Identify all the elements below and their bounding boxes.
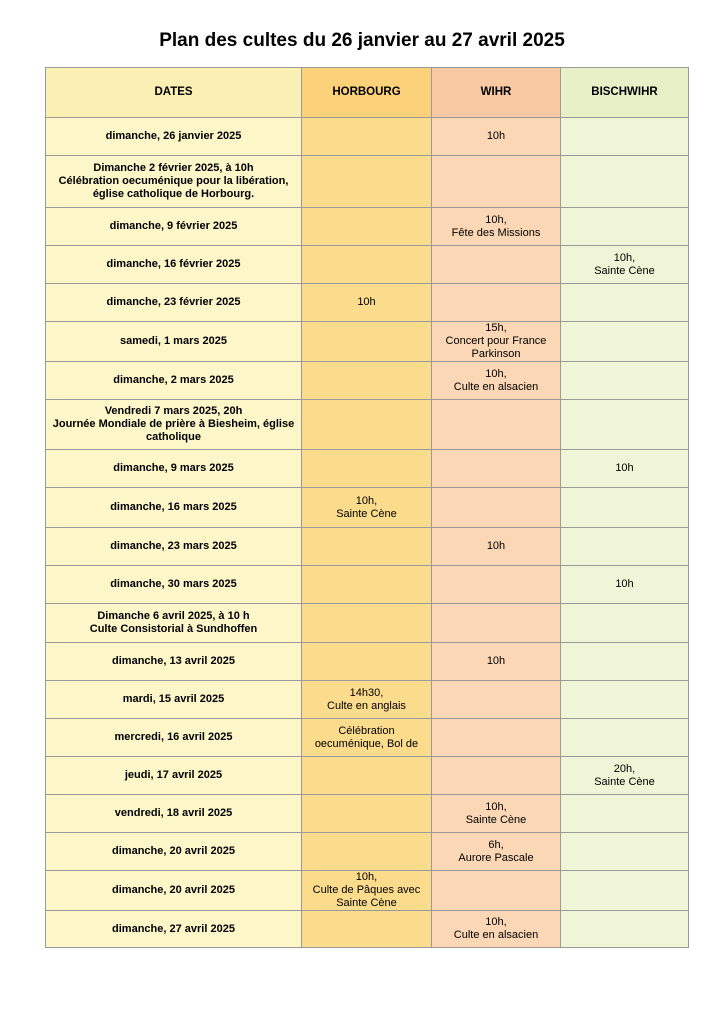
date-cell-text: dimanche, 2 mars 2025 bbox=[113, 374, 234, 386]
bischwihr-cell-text: 20h, Sainte Cène bbox=[594, 762, 655, 788]
date-cell bbox=[46, 604, 302, 643]
bischwihr-cell bbox=[561, 757, 689, 795]
bischwihr-cell bbox=[561, 118, 689, 156]
date-cell-text: dimanche, 16 février 2025 bbox=[106, 258, 241, 270]
horbourg-cell bbox=[302, 795, 432, 833]
wihr-cell-text: 10h bbox=[486, 655, 506, 667]
date-cell-text: dimanche, 20 avril 2025 bbox=[112, 884, 235, 896]
date-cell bbox=[46, 911, 302, 948]
table-row bbox=[46, 757, 689, 795]
wihr-cell bbox=[432, 246, 561, 284]
wihr-cell bbox=[432, 528, 561, 566]
date-cell bbox=[46, 246, 302, 284]
table-row bbox=[46, 362, 689, 400]
date-cell-text: Vendredi 7 mars 2025, 20h Journée Mondiale de prière à Biesheim, église catholique bbox=[52, 405, 295, 443]
wihr-cell bbox=[432, 118, 561, 156]
bischwihr-cell bbox=[561, 528, 689, 566]
horbourg-cell bbox=[302, 450, 432, 488]
wihr-cell bbox=[432, 208, 561, 246]
header-dates: DATES bbox=[46, 68, 302, 118]
date-cell bbox=[46, 719, 302, 757]
date-cell bbox=[46, 643, 302, 681]
table-row bbox=[46, 566, 689, 604]
wihr-cell-text: 10h, Culte en alsacien bbox=[453, 916, 539, 941]
horbourg-cell-text: 14h30, Culte en anglais bbox=[327, 686, 406, 712]
wihr-cell bbox=[432, 681, 561, 719]
date-cell-text: dimanche, 20 avril 2025 bbox=[112, 845, 235, 857]
date-cell bbox=[46, 757, 302, 795]
bischwihr-cell bbox=[561, 833, 689, 871]
table-row bbox=[46, 208, 689, 246]
bischwihr-cell bbox=[561, 604, 689, 643]
date-cell-text: jeudi, 17 avril 2025 bbox=[124, 769, 223, 781]
table-header-row bbox=[46, 68, 689, 118]
wihr-cell-text: 10h, Fête des Missions bbox=[451, 213, 541, 239]
header-wihr: WIHR bbox=[432, 68, 561, 118]
table-row bbox=[46, 488, 689, 528]
bischwihr-cell-text: 10h, Sainte Cène bbox=[594, 251, 655, 277]
bischwihr-cell bbox=[561, 871, 689, 911]
horbourg-cell bbox=[302, 400, 432, 450]
date-cell bbox=[46, 795, 302, 833]
horbourg-cell bbox=[302, 719, 432, 757]
table-row bbox=[46, 643, 689, 681]
horbourg-cell bbox=[302, 911, 432, 948]
wihr-cell bbox=[432, 362, 561, 400]
date-cell-text: samedi, 1 mars 2025 bbox=[119, 335, 228, 347]
table-row bbox=[46, 450, 689, 488]
horbourg-cell bbox=[302, 284, 432, 322]
date-cell bbox=[46, 871, 302, 911]
horbourg-cell bbox=[302, 246, 432, 284]
horbourg-cell bbox=[302, 681, 432, 719]
horbourg-cell bbox=[302, 488, 432, 528]
horbourg-cell-text: 10h, Sainte Cène bbox=[336, 494, 397, 520]
page-title: Plan des cultes du 26 janvier au 27 avril 2025 bbox=[159, 30, 565, 51]
wihr-cell bbox=[432, 284, 561, 322]
date-cell-text: dimanche, 26 janvier 2025 bbox=[105, 130, 242, 142]
wihr-cell bbox=[432, 488, 561, 528]
table-row bbox=[46, 400, 689, 450]
bischwihr-cell bbox=[561, 208, 689, 246]
bischwihr-cell bbox=[561, 156, 689, 208]
table-row bbox=[46, 911, 689, 948]
date-cell-text: mercredi, 16 avril 2025 bbox=[114, 731, 233, 743]
bischwihr-cell bbox=[561, 795, 689, 833]
wihr-cell-text: 10h bbox=[486, 130, 506, 142]
horbourg-cell bbox=[302, 528, 432, 566]
date-cell bbox=[46, 528, 302, 566]
date-cell-text: dimanche, 9 mars 2025 bbox=[113, 462, 234, 474]
services-schedule-table bbox=[45, 67, 689, 948]
horbourg-cell bbox=[302, 566, 432, 604]
table-row bbox=[46, 871, 689, 911]
bischwihr-cell bbox=[561, 362, 689, 400]
bischwihr-cell-text: 10h bbox=[615, 578, 634, 590]
horbourg-cell bbox=[302, 322, 432, 362]
wihr-cell bbox=[432, 795, 561, 833]
bischwihr-cell-text: 10h bbox=[615, 462, 634, 474]
table-row bbox=[46, 246, 689, 284]
header-bischwihr: BISCHWIHR bbox=[561, 68, 689, 118]
date-cell bbox=[46, 450, 302, 488]
wihr-cell bbox=[432, 643, 561, 681]
wihr-cell bbox=[432, 871, 561, 911]
table-body bbox=[46, 118, 689, 948]
date-cell bbox=[46, 488, 302, 528]
date-cell bbox=[46, 362, 302, 400]
date-cell-text: dimanche, 9 février 2025 bbox=[109, 220, 238, 232]
wihr-cell-text: 10h, Culte en alsacien bbox=[453, 367, 539, 393]
header-horbourg: HORBOURG bbox=[302, 68, 432, 118]
table-row bbox=[46, 833, 689, 871]
date-cell-text: vendredi, 18 avril 2025 bbox=[114, 807, 233, 819]
wihr-cell bbox=[432, 450, 561, 488]
date-cell-text: mardi, 15 avril 2025 bbox=[122, 693, 225, 705]
date-cell bbox=[46, 833, 302, 871]
date-cell bbox=[46, 118, 302, 156]
date-cell-text: dimanche, 27 avril 2025 bbox=[112, 922, 235, 935]
horbourg-cell-text: 10h, Culte de Pâques avec Sainte Cène bbox=[312, 871, 421, 909]
table-row bbox=[46, 528, 689, 566]
bischwihr-cell bbox=[561, 719, 689, 757]
bischwihr-cell bbox=[561, 643, 689, 681]
table-row bbox=[46, 322, 689, 362]
date-cell-text: dimanche, 23 février 2025 bbox=[106, 296, 241, 308]
date-cell bbox=[46, 681, 302, 719]
horbourg-cell bbox=[302, 871, 432, 911]
bischwihr-cell bbox=[561, 400, 689, 450]
date-cell-text: Dimanche 2 février 2025, à 10h Célébration oecuménique pour la libération, église catholique de Horbourg. bbox=[58, 162, 289, 200]
horbourg-cell bbox=[302, 362, 432, 400]
date-cell-text: dimanche, 30 mars 2025 bbox=[110, 578, 237, 590]
horbourg-cell bbox=[302, 757, 432, 795]
horbourg-cell bbox=[302, 604, 432, 643]
horbourg-cell bbox=[302, 156, 432, 208]
wihr-cell bbox=[432, 719, 561, 757]
horbourg-cell bbox=[302, 208, 432, 246]
wihr-cell bbox=[432, 322, 561, 362]
horbourg-cell-text: 10h bbox=[357, 296, 376, 308]
bischwihr-cell bbox=[561, 246, 689, 284]
date-cell-text: dimanche, 13 avril 2025 bbox=[112, 655, 235, 667]
table-row bbox=[46, 156, 689, 208]
wihr-cell bbox=[432, 757, 561, 795]
date-cell bbox=[46, 284, 302, 322]
bischwihr-cell bbox=[561, 911, 689, 948]
date-cell bbox=[46, 156, 302, 208]
date-cell bbox=[46, 566, 302, 604]
bischwihr-cell bbox=[561, 284, 689, 322]
wihr-cell bbox=[432, 400, 561, 450]
table-row bbox=[46, 681, 689, 719]
horbourg-cell bbox=[302, 643, 432, 681]
bischwihr-cell bbox=[561, 566, 689, 604]
wihr-cell bbox=[432, 156, 561, 208]
wihr-cell bbox=[432, 566, 561, 604]
table-row bbox=[46, 604, 689, 643]
horbourg-cell bbox=[302, 118, 432, 156]
date-cell-text: dimanche, 23 mars 2025 bbox=[110, 540, 237, 552]
date-cell bbox=[46, 400, 302, 450]
wihr-cell-text: 6h, Aurore Pascale bbox=[458, 838, 534, 864]
bischwihr-cell bbox=[561, 322, 689, 362]
bischwihr-cell bbox=[561, 488, 689, 528]
table-row bbox=[46, 284, 689, 322]
date-cell bbox=[46, 322, 302, 362]
bischwihr-cell bbox=[561, 450, 689, 488]
date-cell-text: dimanche, 16 mars 2025 bbox=[110, 501, 237, 513]
bischwihr-cell bbox=[561, 681, 689, 719]
wihr-cell bbox=[432, 833, 561, 871]
date-cell-text: Dimanche 6 avril 2025, à 10 h Culte Consistorial à Sundhoffen bbox=[89, 610, 258, 635]
table-row bbox=[46, 118, 689, 156]
wihr-cell bbox=[432, 911, 561, 948]
wihr-cell-text: 10h bbox=[486, 540, 506, 552]
table-row bbox=[46, 719, 689, 757]
horbourg-cell-text: Célébration oecuménique, Bol de bbox=[314, 724, 419, 750]
table-row bbox=[46, 795, 689, 833]
wihr-cell-text: 15h, Concert pour France Parkinson bbox=[445, 322, 547, 360]
date-cell bbox=[46, 208, 302, 246]
wihr-cell-text: 10h, Sainte Cène bbox=[465, 800, 527, 826]
wihr-cell bbox=[432, 604, 561, 643]
horbourg-cell bbox=[302, 833, 432, 871]
